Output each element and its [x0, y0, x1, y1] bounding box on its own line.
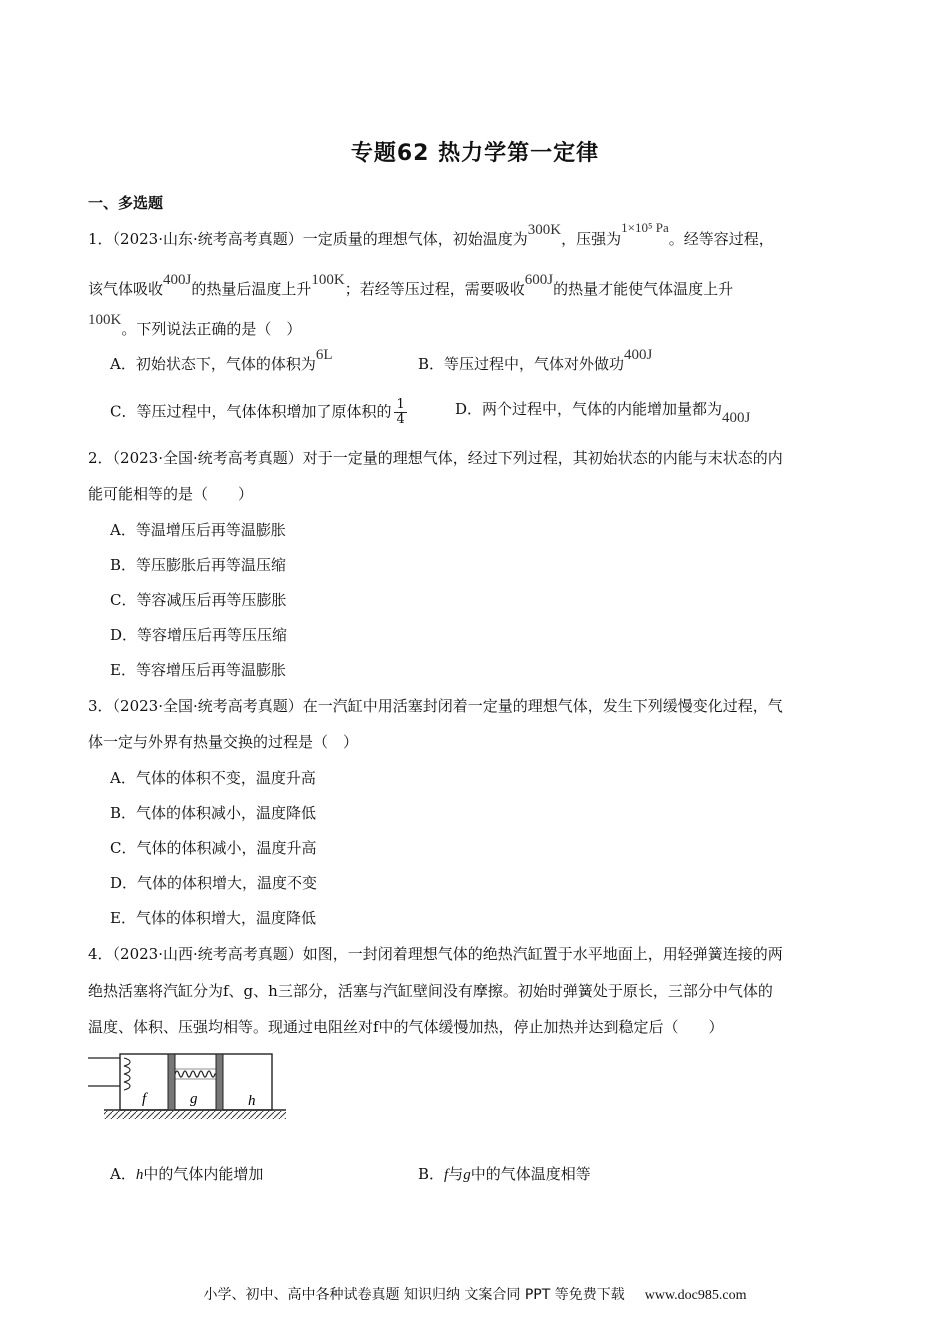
option-text: 中的气体温度相等 [470, 1165, 591, 1183]
option-b: B．等压膨胀后再等温压缩 [110, 556, 287, 574]
cylinder-diagram [88, 1052, 288, 1128]
math-temp-rise: 100K [311, 272, 345, 288]
ground-hatching [104, 1111, 286, 1119]
question-number: 3． [88, 697, 113, 715]
question-text: 该气体吸收 [88, 280, 164, 298]
piston-left [168, 1054, 175, 1110]
question-2-line-1 [88, 447, 783, 469]
option-a: A．气体的体积不变，温度升高 [110, 769, 316, 787]
option-d [455, 398, 751, 426]
section-heading: 一、多选题 [88, 194, 164, 212]
question-text: 一定质量的理想气体，初始温度为 [302, 230, 528, 248]
option-prefix: B． [418, 1165, 445, 1183]
resistance-wire-icon [124, 1058, 130, 1090]
page-title: 专题62 热力学第一定律 [350, 141, 600, 166]
option-text: 中的气体内能增加 [143, 1165, 264, 1183]
question-number: 2． [88, 449, 113, 467]
math-volume: 6L [315, 347, 333, 363]
math-temp-rise: 100K [88, 312, 122, 328]
question-1-line-1 [88, 220, 774, 251]
cylinder-svg [88, 1052, 288, 1124]
option-c: C．气体的体积减小，温度升高 [110, 839, 317, 857]
label-f: f [142, 1091, 147, 1107]
question-text: 对于一定量的理想气体，经过下列过程，其初始状态的内能与末状态的内 [302, 449, 783, 467]
spring-icon [175, 1071, 216, 1077]
footer-url[interactable]: www.doc985.com [644, 1288, 747, 1303]
label-g: g [190, 1091, 198, 1107]
math-work: 400J [624, 347, 653, 363]
option-b [418, 1163, 591, 1186]
question-1-line-2 [88, 272, 734, 301]
question-text: ；若经等压过程，需要吸收 [344, 280, 525, 298]
option-text: 与 [448, 1165, 464, 1183]
question-text: ，压强为 [561, 230, 622, 248]
option-b [418, 347, 653, 376]
footer-text: 小学、初中、高中各种试卷真题 知识归纳 文案合同 PPT 等免费下载 [203, 1287, 625, 1303]
math-heat: 400J [163, 272, 192, 288]
question-text: 。经等容过程， [668, 230, 774, 248]
math-energy: 400J [722, 410, 751, 426]
option-c: C．等容减压后再等压膨胀 [110, 591, 287, 609]
option-b: B．气体的体积减小，温度降低 [110, 804, 317, 822]
fraction-denominator: 4 [396, 412, 405, 427]
variable: h [135, 1167, 144, 1183]
option-text: C．等压过程中，气体体积增加了原体积的 [110, 402, 392, 421]
variable: f [444, 1167, 449, 1183]
math-pressure: 1×10⁵ Pa [621, 220, 669, 235]
fraction [394, 398, 406, 427]
question-text: 体一定与外界有热量交换的过程是（ ） [88, 733, 359, 751]
label-h: h [248, 1093, 256, 1109]
question-number: 4． [88, 945, 113, 963]
option-text: A．初始状态下，气体的体积为 [110, 355, 316, 373]
question-number: 1． [88, 230, 113, 248]
question-4-line-1 [88, 943, 783, 965]
option-text: B．等压过程中，气体对外做功 [418, 355, 625, 373]
variable: g [463, 1167, 471, 1183]
option-d: D．气体的体积增大，温度不变 [110, 874, 318, 892]
question-text: 。下列说法正确的是（ ） [121, 320, 302, 338]
question-text: 如图，一封闭着理想气体的绝热汽缸置于水平地面上，用轻弹簧连接的两 [302, 945, 783, 963]
math-heat: 600J [524, 272, 554, 288]
option-c [110, 398, 410, 427]
option-prefix: A． [110, 1165, 136, 1183]
question-text: 的热量后温度上升 [191, 280, 312, 298]
question-source: （2023·山西·统考高考真题） [112, 945, 303, 963]
question-4-line-2 [88, 980, 773, 1002]
math-temperature: 300K [527, 222, 562, 238]
piston-right [216, 1054, 223, 1110]
fraction-numerator: 1 [396, 397, 405, 412]
question-1-line-3 [88, 312, 302, 341]
option-a [110, 1163, 263, 1186]
option-text: D．两个过程中，气体的内能增加量都为 [455, 400, 723, 418]
question-4-line-3 [88, 1016, 724, 1038]
question-3-line-1 [88, 695, 783, 717]
page-footer [0, 1284, 950, 1304]
option-e: E．气体的体积增大，温度降低 [110, 909, 316, 927]
option-e: E．等容增压后再等温膨胀 [110, 661, 286, 679]
option-a [110, 347, 333, 376]
question-source: （2023·全国·统考高考真题） [112, 697, 303, 715]
question-source: （2023·全国·统考高考真题） [112, 449, 303, 467]
question-text: 的热量才能使气体温度上升 [553, 280, 734, 298]
question-text: 能可能相等的是（ ） [88, 485, 254, 503]
question-text: 绝热活塞将汽缸分为f、g、h三部分，活塞与汽缸壁间没有摩擦。初始时弹簧处于原长，三部分中气体的 [88, 982, 773, 1000]
option-d: D．等容增压后再等压压缩 [110, 626, 288, 644]
question-text: 在一汽缸中用活塞封闭着一定量的理想气体，发生下列缓慢变化过程，气 [302, 697, 783, 715]
question-source: （2023·山东·统考高考真题） [112, 230, 303, 248]
option-a: A．等温增压后再等温膨胀 [110, 521, 286, 539]
question-3-line-2 [88, 731, 358, 753]
question-2-line-2 [88, 483, 253, 505]
question-text: 温度、体积、压强均相等。现通过电阻丝对f中的气体缓慢加热，停止加热并达到稳定后（ ） [88, 1018, 724, 1036]
